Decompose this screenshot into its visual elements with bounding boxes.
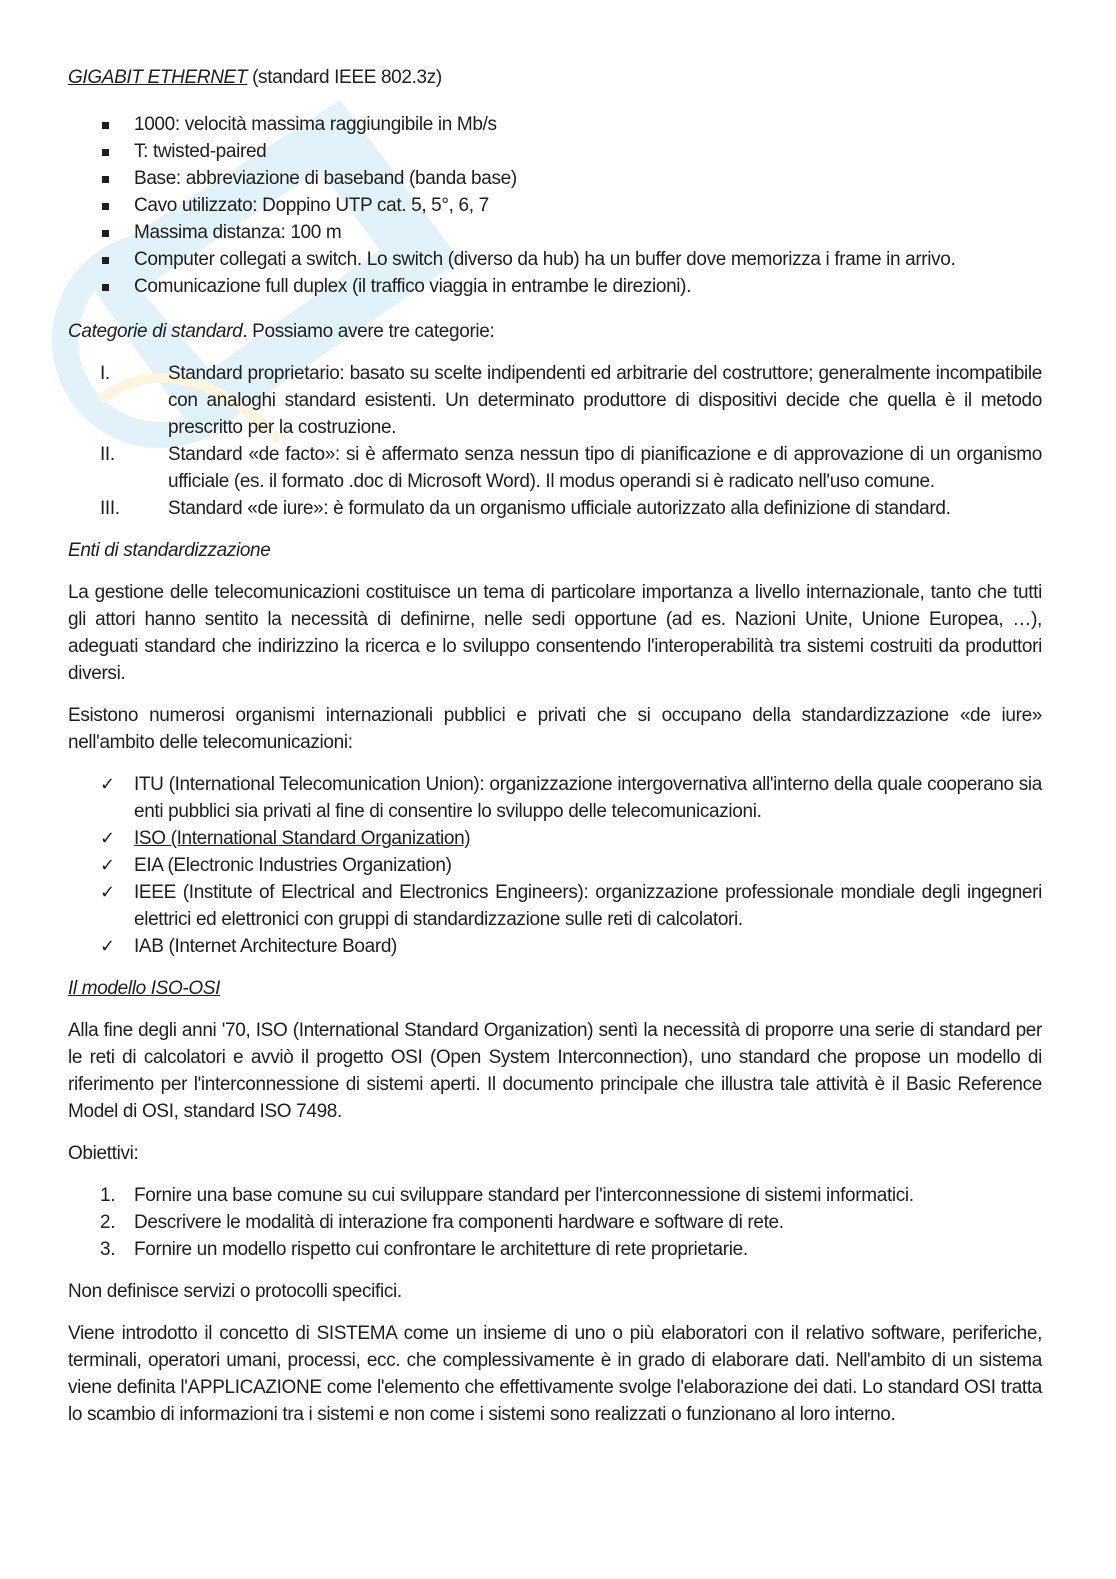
categorie-list	[68, 360, 1042, 522]
checkmark-icon: ✓	[100, 828, 115, 849]
gigabit-list	[68, 111, 1042, 300]
list-item: ✓ EIA (Electronic Industries Organization)	[68, 852, 1042, 879]
list-item: 1. Fornire una base comune su cui sviluppare standard per l'interconnessione di sistemi informatici.	[100, 1185, 914, 1206]
list-item: ✓ IEEE (Institute of Electrical and Electronics Engineers): organizzazione professionale mondiale degli ingegneri elettrici ed elettronici con gruppi di standardizzazione sulle reti di calcolatori.	[68, 879, 1042, 933]
gigabit-heading	[68, 64, 1042, 91]
list-item: III. Standard «de iure»: è formulato da un organismo ufficiale autorizzato alla definizione di standard.	[100, 498, 951, 519]
enti-heading: Enti di standardizzazione	[68, 540, 271, 561]
osi-heading: Il modello ISO-OSI	[68, 978, 221, 999]
square-bullet-icon	[102, 257, 109, 264]
list-item: 2. Descrivere le modalità di interazione fra componenti hardware e software di rete.	[100, 1212, 784, 1233]
list-item: Cavo utilizzato: Doppino UTP cat. 5, 5°, 6, 7	[68, 192, 1042, 219]
gigabit-subtitle: (standard IEEE 802.3z)	[247, 67, 442, 88]
enti-paragraph-1: La gestione delle telecomunicazioni costituisce un tema di particolare importanza a livello internazionale, tanto che tutti gli attori hanno sentito la necessità di definirne, nelle sedi opportune (ad es. Nazioni Unite, Unione Europea, …), adeguati standard che indirizzino la ricerca e lo sviluppo consentendo l'interoperabilità tra sistemi costruiti da produttori diversi.	[68, 582, 1042, 684]
obiettivi-list	[68, 1182, 1042, 1263]
square-bullet-icon	[102, 230, 109, 237]
list-item: Computer collegati a switch. Lo switch (diverso da hub) ha un buffer dove memorizza i frame in arrivo.	[68, 246, 1042, 273]
square-bullet-icon	[102, 284, 109, 291]
list-item: Massima distanza: 100 m	[68, 219, 1042, 246]
enti-list	[68, 771, 1042, 960]
osi-paragraph-1: Alla fine degli anni '70, ISO (International Standard Organization) sentì la necessità di proporre una serie di standard per le reti di calcolatori e avviò il progetto OSI (Open System Interconnection), uno standard che propose un modello di riferimento per l'interconnessione di sistemi aperti. Il documento principale che illustra tale attività è il Basic Reference Model di OSI, standard ISO 7498.	[68, 1020, 1042, 1122]
osi-paragraph-3: Viene introdotto il concetto di SISTEMA come un insieme di uno o più elaboratori con il relativo software, periferiche, terminali, operatori umani, processi, ecc. che complessivamente è in grado di elaborare dati. Nell'ambito di un sistema viene definita l'APPLICAZIONE come l'elemento che effettivamente svolge l'elaborazione dei dati. Lo standard OSI tratta lo scambio di informazioni tra i sistemi e non come i sistemi sono realizzati o funzionano al loro interno.	[68, 1323, 1042, 1425]
list-item: ✓ ISO (International Standard Organization)	[68, 825, 1042, 852]
list-item: Comunicazione full duplex (il traffico viaggia in entrambe le direzioni).	[68, 273, 1042, 300]
list-item: T: twisted-paired	[68, 138, 1042, 165]
list-item: ✓ ITU (International Telecomunication Union): organizzazione intergovernativa all'interno della quale cooperano sia enti pubblici sia privati al fine di consentire lo sviluppo delle telecomunicazioni.	[68, 771, 1042, 825]
list-item: Base: abbreviazione di baseband (banda base)	[68, 165, 1042, 192]
square-bullet-icon	[102, 203, 109, 210]
list-item: II. Standard «de facto»: si è affermato senza nessun tipo di pianificazione e di approvazione di un organismo ufficiale (es. il formato .doc di Microsoft Word). Il modus operandi si è radicato nell'uso comune.	[100, 444, 1042, 492]
square-bullet-icon	[102, 176, 109, 183]
categorie-label: Categorie di standard	[68, 321, 243, 342]
osi-paragraph-2: Non definisce servizi o protocolli specifici.	[68, 1281, 402, 1302]
list-item: 3. Fornire un modello rispetto cui confrontare le architetture di rete proprietarie.	[100, 1239, 748, 1260]
list-item: ✓ IAB (Internet Architecture Board)	[68, 933, 1042, 960]
gigabit-title: GIGABIT ETHERNET	[68, 67, 248, 88]
enti-paragraph-2: Esistono numerosi organismi internazionali pubblici e privati che si occupano della standardizzazione «de iure» nell'ambito delle telecomunicazioni:	[68, 705, 1042, 753]
checkmark-icon: ✓	[100, 882, 115, 903]
categorie-intro: Categorie di standard. Possiamo avere tre categorie:	[68, 321, 495, 342]
list-item: I. Standard proprietario: basato su scelte indipendenti ed arbitrarie del costruttore; generalmente incompatibile con analoghi standard esistenti. Un determinato produttore di dispositivi decide che quella è il metodo prescritto per la costruzione.	[100, 363, 1042, 438]
obiettivi-label: Obiettivi:	[68, 1143, 139, 1164]
square-bullet-icon	[102, 149, 109, 156]
checkmark-icon: ✓	[100, 855, 115, 876]
checkmark-icon: ✓	[100, 774, 115, 795]
list-item: 1000: velocità massima raggiungibile in Mb/s	[68, 111, 1042, 138]
square-bullet-icon	[102, 122, 109, 129]
checkmark-icon: ✓	[100, 936, 115, 957]
document-page	[68, 64, 1042, 1428]
